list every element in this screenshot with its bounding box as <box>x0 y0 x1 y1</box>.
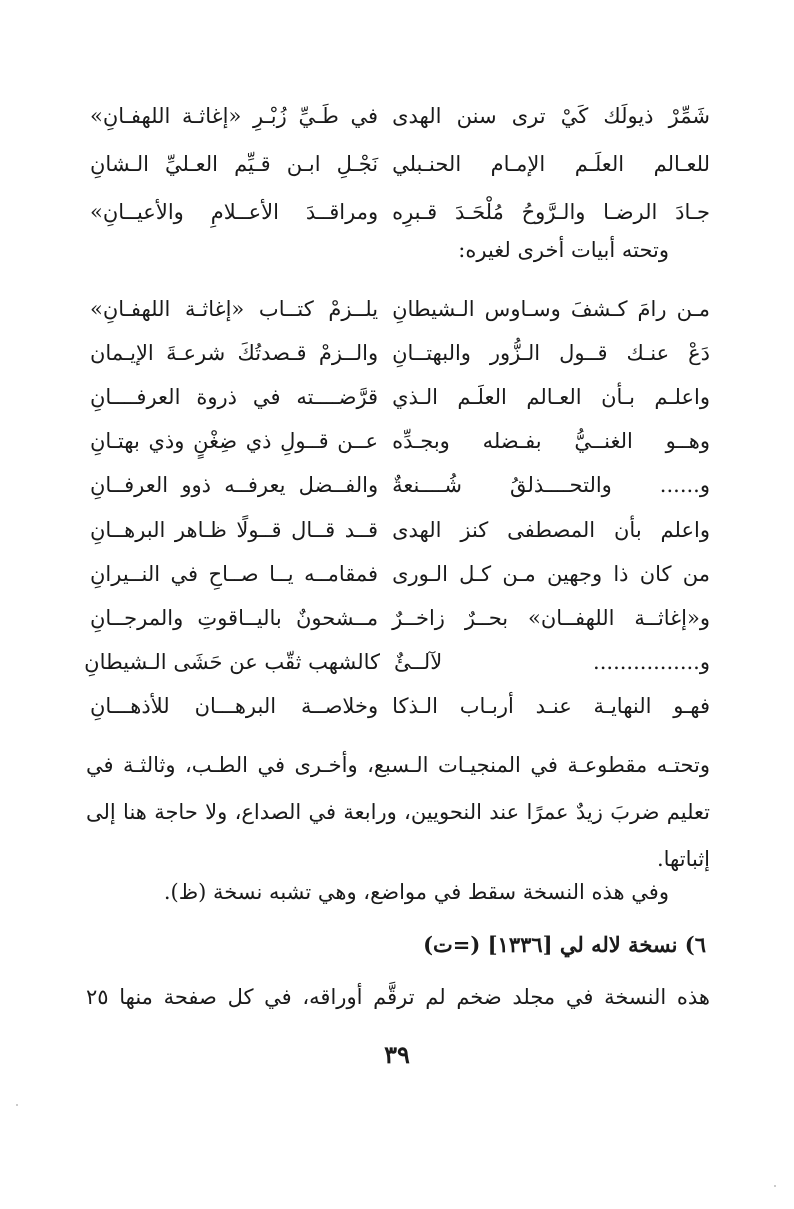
verse-first-hemistich: واعلم بأن المصطفى كنز الهدى <box>392 517 710 542</box>
verse-first-hemistich: وهــو الغنــيُّ بفـضله وبجـدِّه <box>392 429 710 454</box>
section-heading: ٦) نسخة لاله لي [١٣٣٦] (=ت) <box>423 932 706 957</box>
poem-bottom <box>84 287 710 729</box>
poem-verse <box>90 92 710 140</box>
verse-first-hemistich: و...... والتحــــذلقُ شُــــنعةٌ <box>392 473 710 498</box>
poem-verse <box>90 375 710 419</box>
poem-verse <box>90 331 710 375</box>
poem-verse <box>90 508 710 552</box>
verse-first-hemistich: شَمِّرْ ذيولَك كَيْ ترى سنن الهدى <box>392 103 710 128</box>
body-paragraph <box>86 742 710 883</box>
poem-verse <box>90 596 710 640</box>
poem-top <box>90 92 710 236</box>
paragraph-line: إثباتها. <box>656 847 710 871</box>
verse-second-hemistich: نَجْـلِ ابـن قـيِّم العـليِّ الـشانِ <box>90 151 379 176</box>
intro-line: وتحته أبيات أخرى لغيره: <box>458 238 669 262</box>
verse-second-hemistich: فمقامــه يــا صــاحِ في النــيرانِ <box>90 561 379 586</box>
verse-second-hemistich: كالشهب ثقّب عن حَشَى الـشيطانِ <box>84 650 380 675</box>
body-paragraph: هذه النسخة في مجلد ضخم لم ترقَّم أوراقه، في كل صفحة منها ٢٥ <box>86 985 710 1009</box>
verse-first-hemistich: و................ لآلــئٌ <box>394 650 710 675</box>
poem-verse <box>90 685 710 729</box>
verse-first-hemistich: و«إغاثــة اللهفــان» بحــرٌ زاخــرٌ <box>392 605 710 630</box>
verse-second-hemistich: عــن قــولِ ذي ضِغْنٍ وذي بهتـانِ <box>90 429 379 454</box>
poem-verse <box>90 188 710 236</box>
verse-second-hemistich: وخلاصــة البرهـــان للأذهـــانِ <box>90 694 379 719</box>
paragraph-line: وتحتـه مقطوعـة في المنجيـات الـسبع، وأخـرى في الطـب، وثالثـة في <box>86 753 710 777</box>
verse-second-hemistich: والفــضل يعرفــه ذوو العرفــانِ <box>90 473 379 498</box>
verse-second-hemistich: ومراقــدَ الأعــلامِ والأعيــانِ» <box>90 199 379 224</box>
poem-verse <box>90 552 710 596</box>
poem-verse <box>84 641 710 685</box>
verse-first-hemistich: فهـو النهايـة عنـد أربـاب الـذكا <box>392 694 710 719</box>
poem-verse <box>90 420 710 464</box>
poem-verse <box>90 464 710 508</box>
verse-second-hemistich: والــزمْ قـصدتُكَ شرعـةَ الإيـمان <box>90 340 379 365</box>
verse-first-hemistich: مـن رامَ كـشفَ وسـاوس الـشيطانِ <box>392 296 710 321</box>
verse-first-hemistich: جـادَ الرضـا والـرَّوحُ مُلْحَـدَ قـبرِه <box>392 199 710 224</box>
page-number: ٣٩ <box>384 1040 410 1069</box>
note-line: وفي هذه النسخة سقط في مواضع، وهي تشبه نسخة (ظ). <box>163 880 669 904</box>
scan-speck <box>774 1185 776 1187</box>
verse-second-hemistich: قرَّضــــته في ذروة العرفــــانِ <box>90 384 379 409</box>
scan-speck <box>16 1104 18 1106</box>
verse-second-hemistich: في طَـيِّ زُبْـرِ «إغاثـة اللهفـانِ» <box>90 103 379 128</box>
verse-first-hemistich: للعـالم العلَـم الإمـام الحنـبلي <box>392 151 710 176</box>
verse-second-hemistich: قــد قــال قــولًا ظـاهر البرهــانِ <box>90 517 379 542</box>
paragraph-line: تعليم ضربَ زيدٌ عمرًا عند النحويين، ورابعة في الصداع، ولا حاجة هنا إلى <box>86 800 710 824</box>
poem-verse <box>90 140 710 188</box>
verse-first-hemistich: من كان ذا وجهين مـن كـل الـورى <box>392 561 710 586</box>
verse-second-hemistich: مــشحونٌ باليــاقوتِ والمرجــانِ <box>90 605 379 630</box>
verse-first-hemistich: واعلـم بـأن العـالم العلَـم الـذي <box>392 384 710 409</box>
poem-verse <box>90 287 710 331</box>
verse-second-hemistich: يلــزمْ كتــاب «إغاثـة اللهفـانِ» <box>90 296 379 321</box>
verse-first-hemistich: دَعْ عنـك قــول الـزُّور والبهتــانِ <box>392 340 710 365</box>
